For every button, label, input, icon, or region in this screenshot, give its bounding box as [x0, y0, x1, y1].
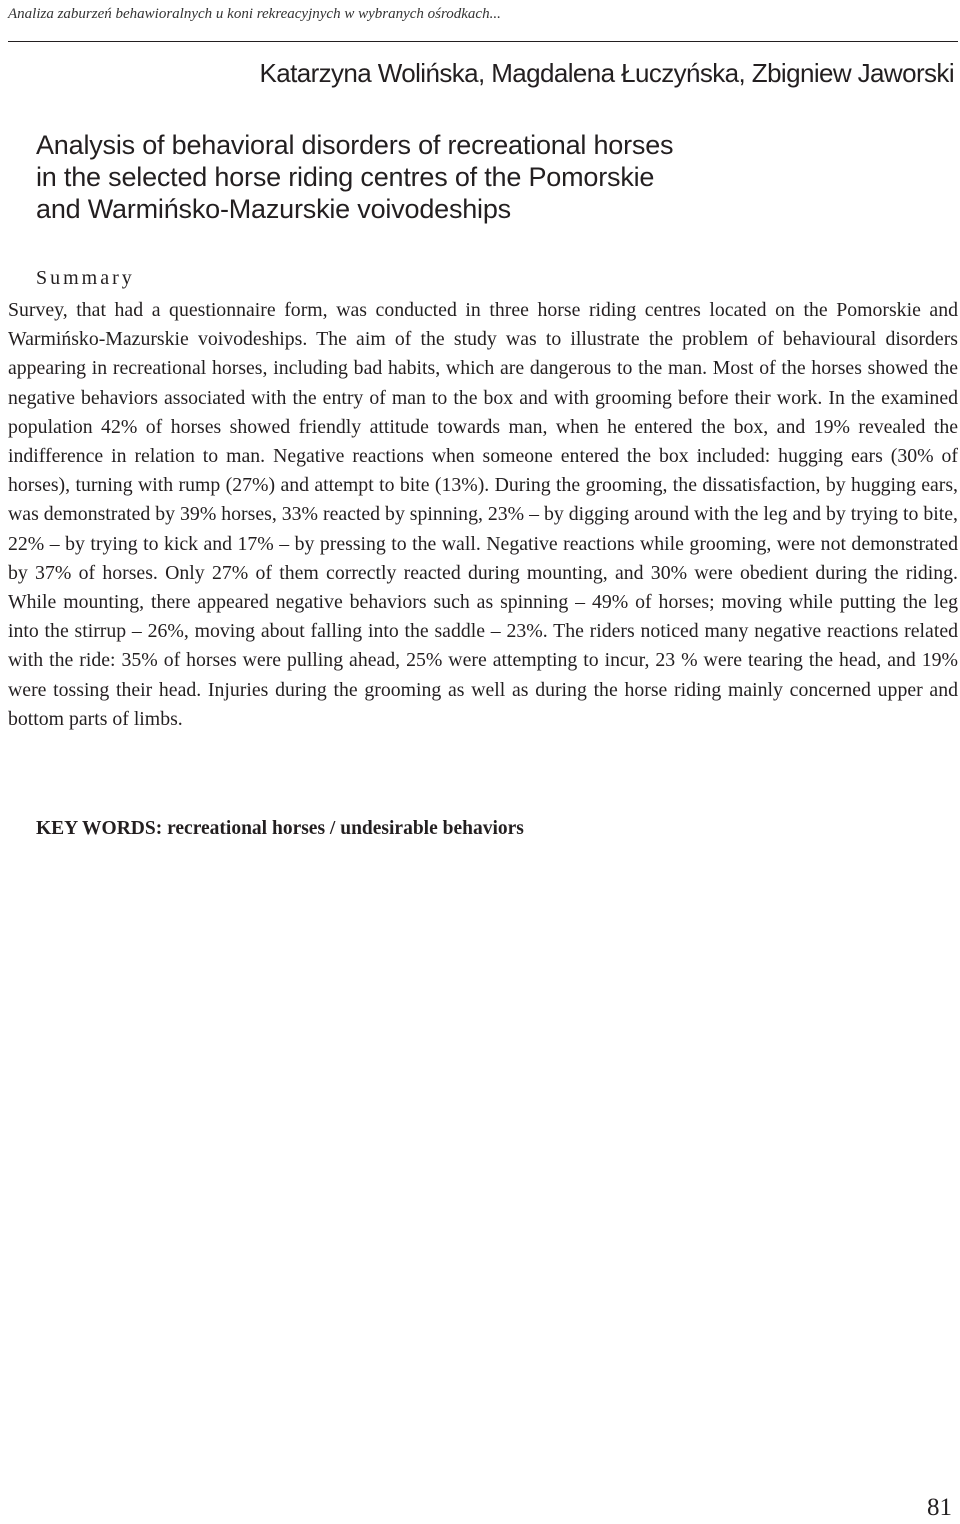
authors-line: Katarzyna Wolińska, Magdalena Łuczyńska, Zbigniew Jaworski: [259, 58, 954, 88]
title-line: Analysis of behavioral disorders of recreational horses: [36, 130, 674, 160]
keywords: KEY WORDS: recreational horses / undesirable behaviors: [36, 818, 524, 839]
article-title: [36, 129, 936, 225]
summary-heading: Summary: [36, 267, 135, 289]
header-rule: [8, 41, 958, 42]
page-number: 81: [927, 1494, 952, 1521]
abstract-text: Survey, that had a questionnaire form, was conducted in three horse riding centres located on the Pomorskie and Warmińsko-Mazurskie voivodeships. The aim of the study was to illustrate the problem of behavioural disorders appearing in recreational horses, including bad habits, which are dangerous to the man. Most of the horses showed the negative behaviors associated with the entry of man to the box and with grooming before their work. In the examined population 42% of horses showed friendly attitude towards man, when he entered the box, and 19% revealed the indifference in relation to man. Negative reactions when someone entered the box included: hugging ears (30% of horses), turning with rump (27%) and attempt to bite (13%). During the grooming, the dissatisfaction, by hugging ears, was demonstrated by 39% horses, 33% reacted by spinning, 23% – by digging around with the leg and by trying to bite, 22% – by trying to kick and 17% – by pressing to the wall. Negative reactions while grooming, were not demonstrated by 37% of horses. Only 27% of them correctly reacted during mounting, and 30% were obedient during the riding. While mounting, there appeared negative behaviors such as spinning – 49% of horses; moving while putting the leg into the stirrup – 26%, moving about falling into the saddle – 23%. The riders noticed many negative reactions related with the ride: 35% of horses were pulling ahead, 25% were attempting to incur, 23 % were tearing the head, and 19% were tossing their head. Injuries during the grooming as well as during the horse riding mainly concerned upper and bottom parts of limbs.: [8, 299, 958, 730]
title-line: in the selected horse riding centres of the Pomorskie: [36, 162, 655, 192]
running-header: Analiza zaburzeń behawioralnych u koni rekreacyjnych w wybranych ośrodkach...: [8, 6, 501, 22]
title-line: and Warmińsko-Mazurskie voivodeships: [36, 194, 511, 224]
